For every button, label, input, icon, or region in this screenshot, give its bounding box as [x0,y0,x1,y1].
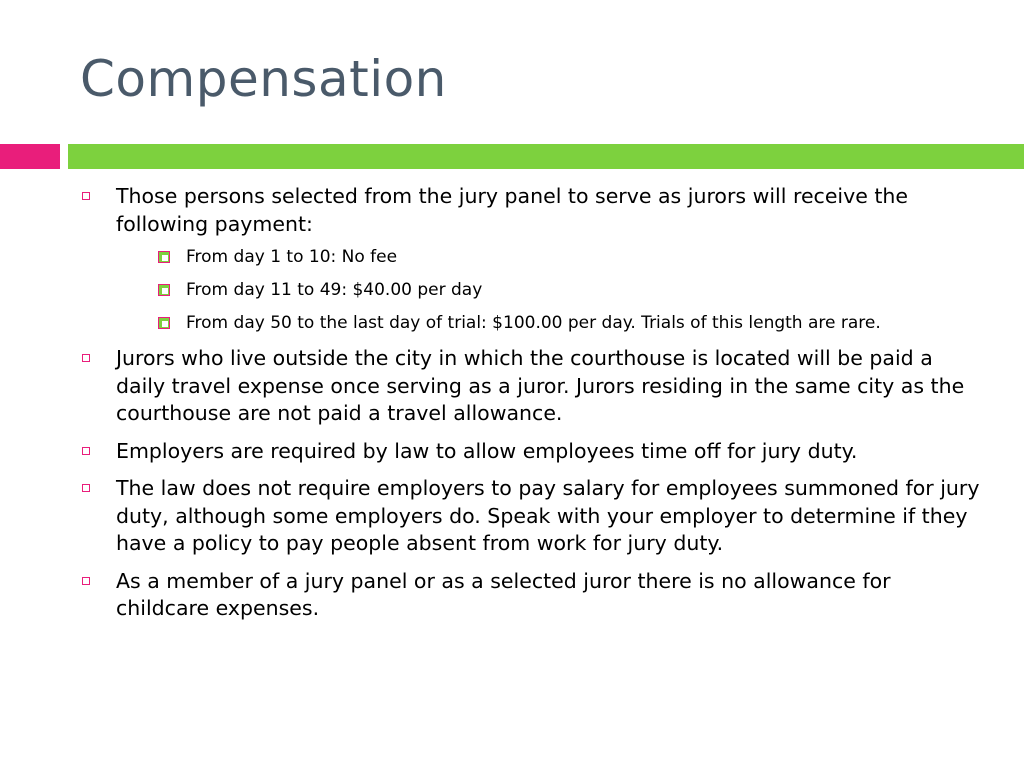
hollow-square-bullet-icon [82,354,90,362]
bullet-list [80,183,980,633]
hollow-square-bullet-icon [82,577,90,585]
accent-bar-pink [0,144,60,169]
square-bullet-icon [158,317,170,329]
accent-bar-green [68,144,1024,169]
bullet-text: Employers are required by law to allow employees time off for jury duty. [116,438,858,463]
sub-bullet-item [152,279,980,302]
bullet-text: Those persons selected from the jury panel to serve as jurors will receive the following payment: [116,184,909,236]
sub-bullet-item [152,246,980,269]
bullet-text: As a member of a jury panel or as a selected juror there is no allowance for childcare expenses. [116,568,891,620]
bullet-item [80,345,980,428]
square-bullet-icon [158,251,170,263]
bullet-item [80,568,980,623]
sub-bullet-list [116,246,980,335]
square-bullet-icon [158,284,170,296]
hollow-square-bullet-icon [82,484,90,492]
bullet-item [80,475,980,558]
bullet-item [80,183,980,335]
sub-bullet-text: From day 1 to 10: No fee [186,247,398,267]
bullet-text: The law does not require employers to pay salary for employees summoned for jury duty, although some employers do. Speak with your employer to determine if they have a policy to pay people absent from work for jury duty. [116,476,980,555]
hollow-square-bullet-icon [82,447,90,455]
slide-title: Compensation [80,50,447,108]
sub-bullet-text: From day 50 to the last day of trial: $100.00 per day. Trials of this length are rare. [186,313,881,333]
bullet-text: Jurors who live outside the city in which the courthouse is located will be paid a daily travel expense once serving as a juror. Jurors residing in the same city as the courthouse are not paid a travel allowance. [116,346,965,425]
sub-bullet-text: From day 11 to 49: $40.00 per day [186,280,483,300]
sub-bullet-item [152,312,980,335]
hollow-square-bullet-icon [82,192,90,200]
bullet-item [80,438,980,466]
